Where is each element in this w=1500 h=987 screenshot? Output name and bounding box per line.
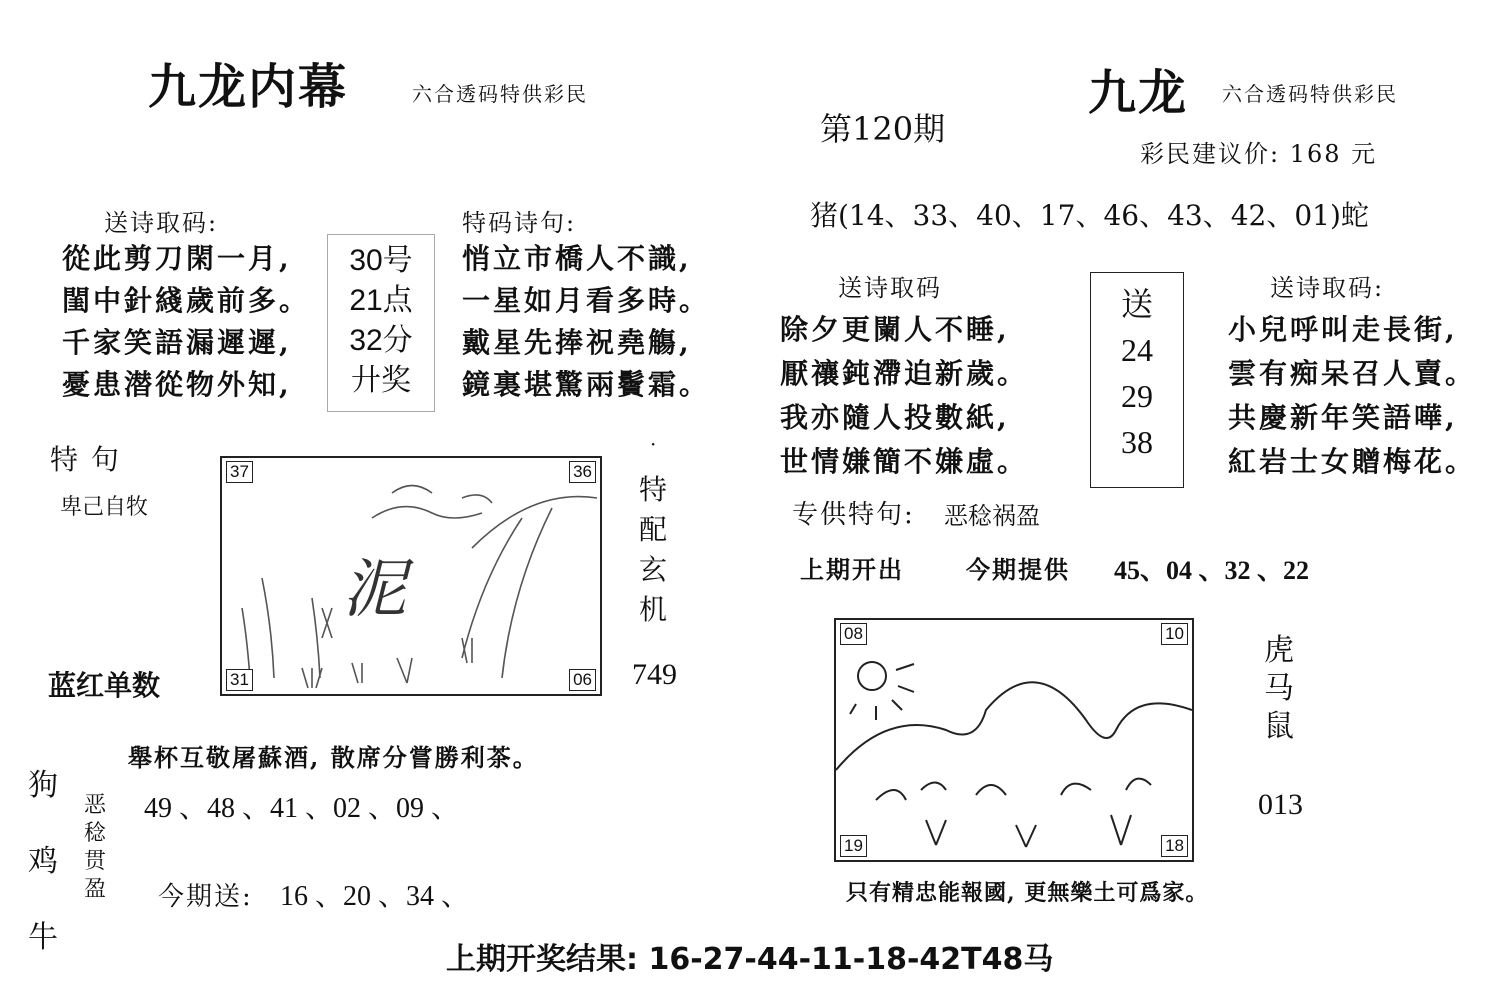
left-poem2-header: 特码诗句: — [462, 209, 577, 237]
right-caption: 只有精忠能報國, 更無樂土可爲家。 — [846, 880, 1209, 906]
zodiac-char: 牛 — [28, 920, 58, 955]
poem-line: 除夕更闌人不睡, — [780, 313, 1010, 346]
left-send-label: 今期送: — [158, 882, 253, 912]
corner-number: 08 — [840, 623, 867, 645]
sketch-illustration — [836, 620, 1192, 860]
right-poem1-header: 送诗取码 — [838, 274, 942, 302]
issue-number: 第120期 — [820, 110, 946, 148]
right-subtitle: 六合透码特供彩民 — [1222, 82, 1398, 106]
zodiac-char: 马 — [1264, 671, 1294, 706]
zodiac-char: 狗 — [28, 768, 58, 803]
code-item: 21点 — [349, 284, 413, 317]
provide-label: 今期提供 — [966, 555, 1070, 584]
left-send-numbers: 16 、20 、34 、 — [280, 881, 470, 912]
corner-number: 31 — [226, 669, 253, 691]
poem-line: 一星如月看多時。 — [462, 284, 711, 317]
suggested-price: 彩民建议价: 168 元 — [1140, 140, 1378, 168]
left-poem1 — [62, 238, 310, 406]
corner-number: 06 — [569, 669, 596, 691]
poem-line: 世情嫌簡不嫌虛。 — [780, 445, 1029, 478]
sketch-illustration — [222, 458, 600, 694]
last-result: 上期开奖结果: 16-27-44-11-18-42T48马 — [446, 942, 1054, 977]
pig-snake-line: 猪(14、33、40、17、46、43、42、01)蛇 — [810, 199, 1369, 232]
left-subtitle: 六合透码特供彩民 — [412, 82, 588, 106]
right-poem2-header: 送诗取码: — [1270, 274, 1385, 302]
right-send-box — [1090, 272, 1184, 488]
code-item: 32分 — [349, 324, 413, 357]
right-picture — [834, 618, 1194, 862]
small-char: 贯 — [83, 849, 106, 874]
corner-number: 19 — [840, 835, 867, 857]
left-special-text: 卑己自牧 — [60, 495, 149, 520]
poem-line: 紅岩士女贈梅花。 — [1228, 445, 1477, 478]
send-item: 送 — [1120, 286, 1153, 322]
send-item: 24 — [1121, 332, 1153, 368]
dot: · — [650, 432, 657, 456]
corner-number: 10 — [1161, 623, 1188, 645]
code-item: 30号 — [349, 244, 413, 277]
poem-line: 閨中針綫歲前多。 — [62, 284, 311, 317]
send-item: 38 — [1121, 424, 1153, 460]
zodiac-char: 鸡 — [28, 844, 58, 879]
poem-line: 千家笑語漏遲遲, — [62, 326, 292, 359]
poem-line: 鏡裏堪驚兩鬢霜。 — [462, 368, 711, 401]
left-blue-red-label: 蓝红单数 — [48, 669, 161, 702]
code-item: 廾奖 — [351, 364, 411, 397]
provide-numbers: 45、04 、32 、22 — [1114, 556, 1310, 585]
poem-line: 從此剪刀閑一月, — [62, 242, 292, 275]
poem-line: 悄立市橋人不識, — [462, 242, 692, 275]
poem-line: 共慶新年笑語嘩, — [1228, 401, 1458, 434]
last-issue-label: 上期开出 — [800, 555, 904, 584]
corner-number: 37 — [226, 461, 253, 483]
right-special-text: 恶稔祸盈 — [944, 502, 1040, 530]
right-special-label: 专供特句: — [792, 500, 915, 530]
right-zodiac-vertical — [1262, 632, 1296, 746]
left-poem1-header: 送诗取码: — [104, 209, 219, 237]
left-poem2 — [462, 238, 710, 406]
small-char: 恶 — [83, 793, 106, 818]
right-poem2 — [1228, 308, 1476, 484]
right-poem1 — [780, 308, 1028, 484]
poem-line: 我亦隨人投數紙, — [780, 401, 1010, 434]
left-line-poem: 舉杯互敬屠蘇酒, 散席分嘗勝利茶。 — [128, 743, 539, 772]
left-zodiac-vertical — [26, 748, 60, 976]
zodiac-char: 鼠 — [1264, 709, 1294, 744]
picture-character: 泥 — [342, 553, 406, 627]
zodiac-char: 虎 — [1264, 633, 1294, 668]
small-char: 盈 — [83, 877, 106, 902]
poem-line: 厭禳鈍滯迫新歲。 — [780, 357, 1029, 390]
poem-line: 雲有痴呆召人賣。 — [1228, 357, 1477, 390]
left-numbers-line: 49 、48 、41 、02 、09 、 — [144, 793, 460, 824]
left-side-number: 749 — [632, 658, 677, 691]
right-title: 九龙 — [1088, 65, 1189, 121]
right-side-number: 013 — [1258, 788, 1303, 821]
corner-number: 18 — [1161, 835, 1188, 857]
poem-line: 戴星先捧祝堯觴, — [462, 326, 692, 359]
left-picture — [220, 456, 602, 696]
poem-line: 憂患潜從物外知, — [62, 368, 292, 401]
left-vertical-label: 特配玄机 — [638, 473, 667, 626]
left-title: 九龙内幕 — [148, 59, 349, 115]
send-item: 29 — [1121, 378, 1153, 414]
left-small-vertical — [80, 792, 110, 904]
small-char: 稔 — [83, 821, 106, 846]
left-special-label: 特 句 — [50, 443, 121, 476]
corner-number: 36 — [569, 461, 596, 483]
left-code-box — [327, 234, 435, 412]
poem-line: 小兒呼叫走長街, — [1228, 313, 1458, 346]
